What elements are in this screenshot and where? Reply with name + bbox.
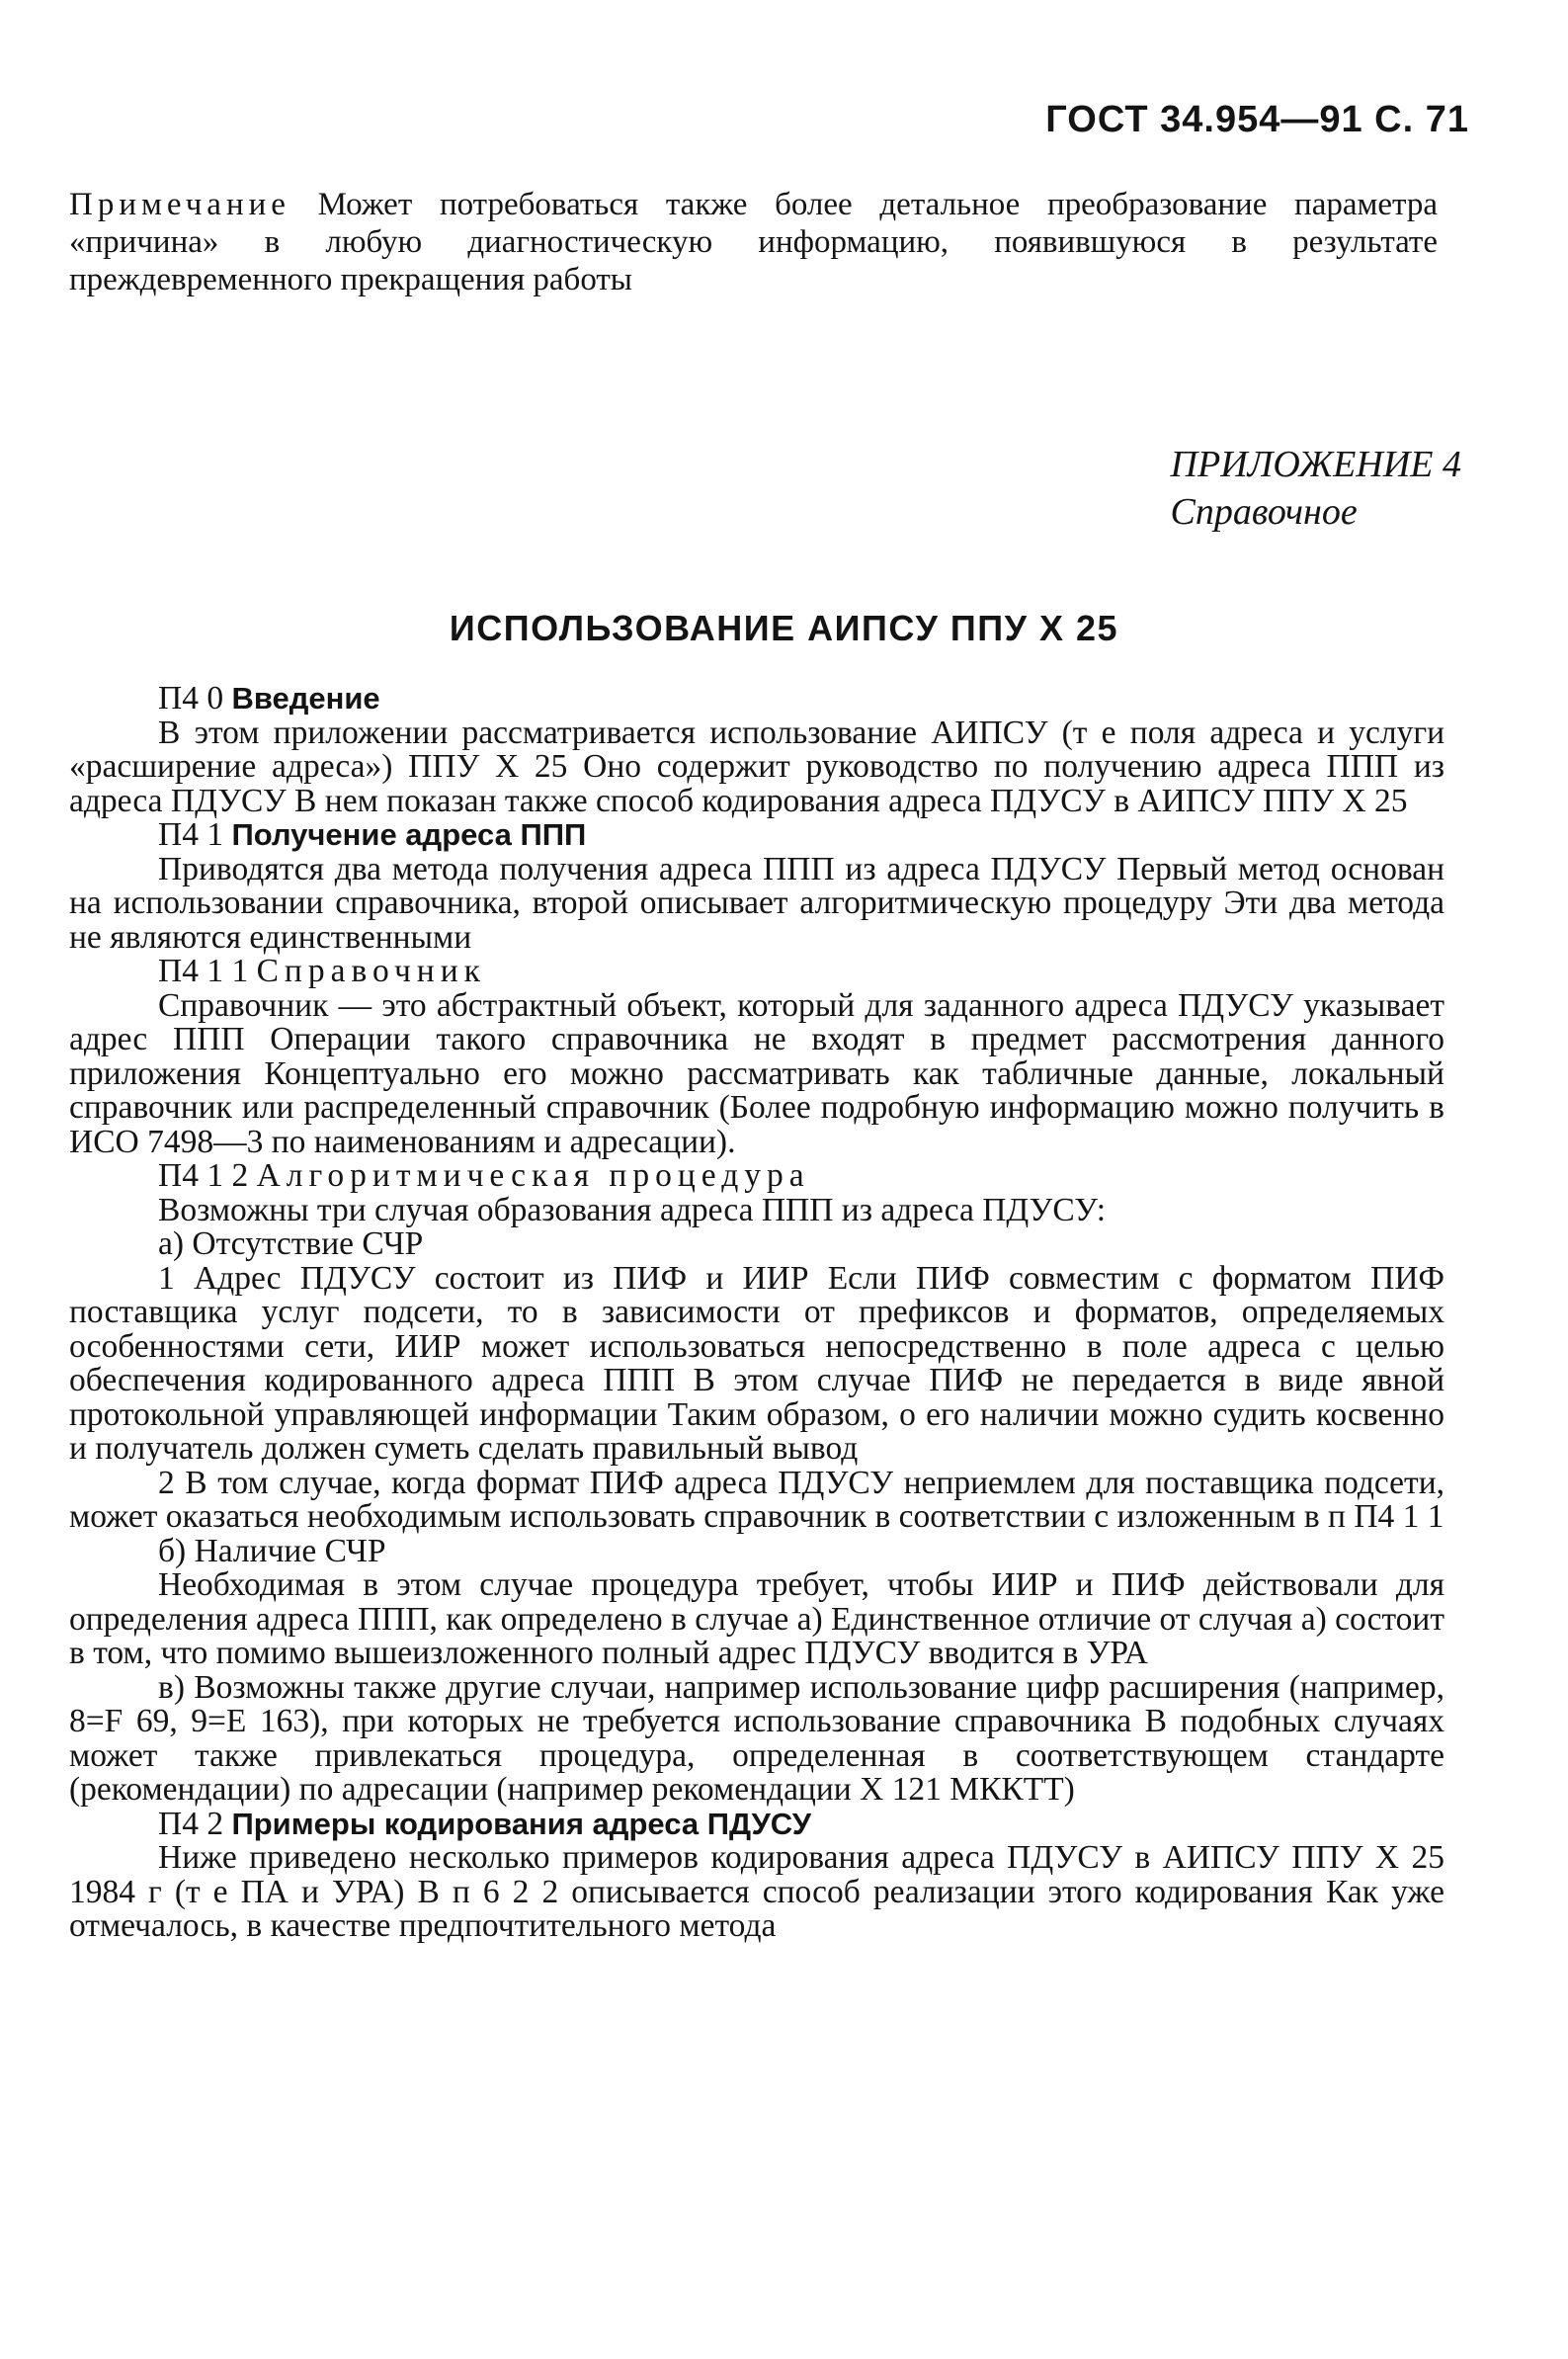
- appendix-number: ПРИЛОЖЕНИЕ 4: [1170, 444, 1461, 485]
- section-title: Примеры кодирования адреса ПДУСУ: [231, 1806, 811, 1841]
- paragraph: В этом приложении рассматривается использование АИПСУ (т е поля адреса и услуги «расширение адреса») ППУ Х 25 Оно содержит руководство по получению адреса ППП из адреса ПДУСУ В нем показан также способ кодирования адреса ПДУСУ в АИПСУ ППУ Х 25: [69, 714, 1444, 819]
- section-heading-p42: [69, 1805, 1444, 1842]
- paragraph: в) Возможны также другие случаи, например использование цифр расширения (например, 8=F 69, 9=Е 163), при которых не требуется использование справочника В подобных случаях может также привлекаться процедура, определенная в соответствующем стандарте (рекомендации) по адресации (например рекомендации Х 121 МККТТ): [69, 1668, 1444, 1808]
- section-heading-p412: [69, 1159, 1444, 1194]
- paragraph: 1 Адрес ПДУСУ состоит из ПИФ и ИИР Если ПИФ совместим с форматом ПИФ поставщика услуг подсети, то в зависимости от префиксов и форматов, определяемых особенностями сети, ИИР может использоваться непосредственно в поле адреса с целью обеспечения кодированного адреса ППП В этом случае ПИФ не передается в виде явной протокольной управляющей информации Таким образом, о его наличии можно судить косвенно и получатель должен суметь сделать правильный вывод: [69, 1259, 1444, 1467]
- document-body: [69, 682, 1444, 1944]
- note-label: Примечание: [69, 187, 290, 222]
- paragraph: Справочник — это абстрактный объект, который для заданного адреса ПДУСУ указывает адрес ППП Операции такого справочника не входят в предмет рассмотрения данного приложения Концептуально его можно рассматривать как табличные данные, локальный справочник или распределенный справочник (Более подробную информацию можно получить в ИСО 7498—3 по наименованиям и адресации).: [69, 986, 1444, 1160]
- paragraph: Необходимая в этом случае процедура требует, чтобы ИИР и ПИФ действовали для определения адреса ППП, как определено в случае а) Единственное отличие от случая а) состоит в том, что помимо вышеизложенного полный адрес ПДУСУ вводится в УРА: [69, 1566, 1444, 1671]
- page-header: ГОСТ 34.954—91 С. 71: [1045, 99, 1469, 140]
- paragraph: Ниже приведено несколько примеров кодирования адреса ПДУСУ в АИПСУ ППУ Х 25 1984 г (т е ПА и УРА) В п 6 2 2 описывается способ реализации этого кодирования Как уже отмечалось, в качестве предпочтительного метода: [69, 1839, 1444, 1944]
- section-heading-p411: [69, 955, 1444, 989]
- note-paragraph: [69, 186, 1438, 298]
- case-heading: а) Отсутствие СЧР: [158, 1225, 424, 1262]
- section-title: Получение адреса ППП: [231, 817, 587, 852]
- section-number: П4 1 2: [158, 1157, 257, 1194]
- section-number: П4 2: [158, 1805, 232, 1842]
- appendix-type: Справочное: [1170, 491, 1358, 533]
- paragraph: Приводятся два метода получения адреса ППП из адреса ПДУСУ Первый метод основан на использовании справочника, второй описывает алгоритмическую процедуру Эти два метода не являются единственными: [69, 850, 1444, 956]
- appendix-label-block: [1171, 441, 1461, 536]
- paragraph: 2 В том случае, когда формат ПИФ адреса ПДУСУ неприемлем для поставщика подсети, может оказаться необходимым использовать справочник в соответствии с изложенным в п П4 1 1: [69, 1464, 1444, 1535]
- section-title: Введение: [231, 681, 380, 716]
- section-heading-p40: [69, 682, 1444, 716]
- section-number: П4 1 1: [158, 953, 257, 989]
- section-heading-p41: [69, 818, 1444, 853]
- note-text: Может потребоваться также более детальное преобразование параметра «причина» в любую диагностическую информацию, появившуюся в результате преждевременного прекращения работы: [69, 187, 1438, 297]
- section-title: Справочник: [256, 953, 486, 989]
- section-number: П4 0: [158, 680, 232, 716]
- paragraph: Возможны три случая образования адреса ППП из адреса ПДУСУ:: [158, 1191, 1107, 1228]
- section-title: Алгоритмическая процедура: [256, 1157, 810, 1194]
- case-heading: б) Наличие СЧР: [158, 1532, 386, 1569]
- section-number: П4 1: [158, 816, 232, 853]
- document-title: ИСПОЛЬЗОВАНИЕ АИПСУ ППУ Х 25: [449, 608, 1119, 648]
